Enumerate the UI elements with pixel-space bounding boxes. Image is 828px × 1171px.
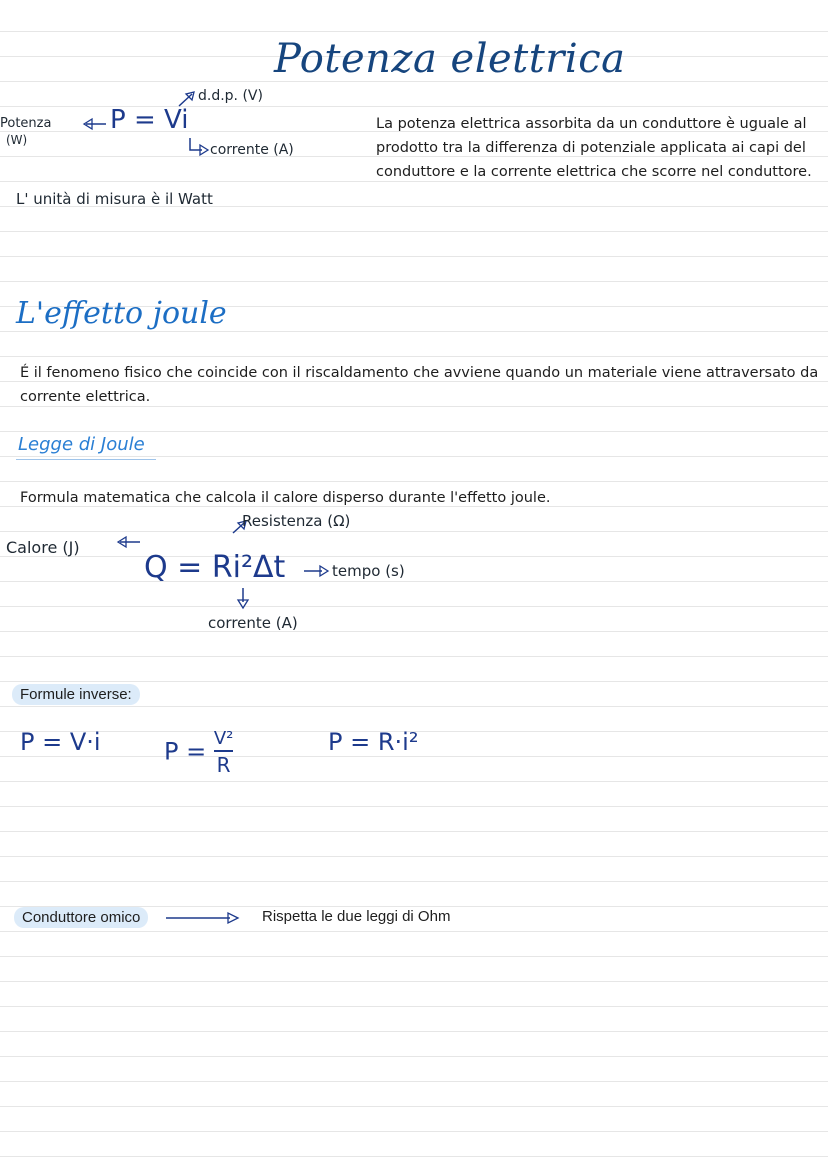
power-formula: P = Vi — [110, 105, 189, 135]
fraction-numerator: V² — [213, 728, 234, 749]
label-resistenza: Resistenza (Ω) — [242, 512, 351, 530]
arrow-left-icon — [82, 116, 108, 132]
inverse-formula-3: P = R·i² — [328, 728, 419, 756]
inverse-formulas-heading: Formule inverse: — [12, 684, 140, 705]
joule-formula: Q = Ri²Δt — [144, 550, 286, 585]
label-calore: Calore (J) — [6, 538, 80, 557]
unit-of-measure-note: L' unità di misura è il Watt — [16, 190, 213, 208]
arrow-down-right-icon — [186, 136, 212, 158]
fraction-denominator: R — [216, 753, 231, 777]
arrow-down-icon — [236, 586, 250, 610]
fraction-bar — [214, 750, 234, 752]
label-ddp: d.d.p. (V) — [198, 88, 263, 104]
ohmic-conductor-label: Conduttore omico — [14, 907, 148, 928]
arrow-up-right-icon — [176, 88, 198, 110]
arrow-right-icon — [302, 564, 330, 578]
label-corrente-joule: corrente (A) — [208, 614, 298, 632]
label-potenza: Potenza — [0, 116, 52, 131]
heading-underline — [16, 459, 156, 460]
joule-law-heading: Legge di Joule — [18, 434, 145, 455]
long-arrow-right-icon — [164, 910, 242, 926]
inverse-formula-1: P = V·i — [20, 728, 101, 756]
label-unit-watt: (W) — [6, 133, 28, 147]
label-tempo: tempo (s) — [332, 562, 405, 580]
page-title: Potenza elettrica — [274, 36, 626, 82]
inverse-formula-2 — [164, 728, 233, 777]
ohmic-conductor-result: Rispetta le due leggi di Ohm — [262, 908, 451, 925]
label-corrente-power: corrente (A) — [210, 142, 294, 158]
joule-law-description: Formula matematica che calcola il calore disperso durante l'effetto joule. — [20, 490, 551, 506]
fraction — [214, 728, 234, 777]
inverse-formula-2-lhs: P = — [164, 737, 207, 766]
joule-effect-heading: L'effetto joule — [16, 296, 227, 331]
arrow-left-icon — [116, 534, 142, 550]
power-definition: La potenza elettrica assorbita da un conduttore è uguale al prodotto tra la differenza di potenziale applicata ai capi del conduttore e la corrente elettrica che scorre nel conduttore. — [376, 116, 812, 180]
joule-effect-definition: É il fenomeno fisico che coincide con il riscaldamento che avviene quando un materiale viene attraversato da corrente elettrica. — [20, 365, 819, 405]
